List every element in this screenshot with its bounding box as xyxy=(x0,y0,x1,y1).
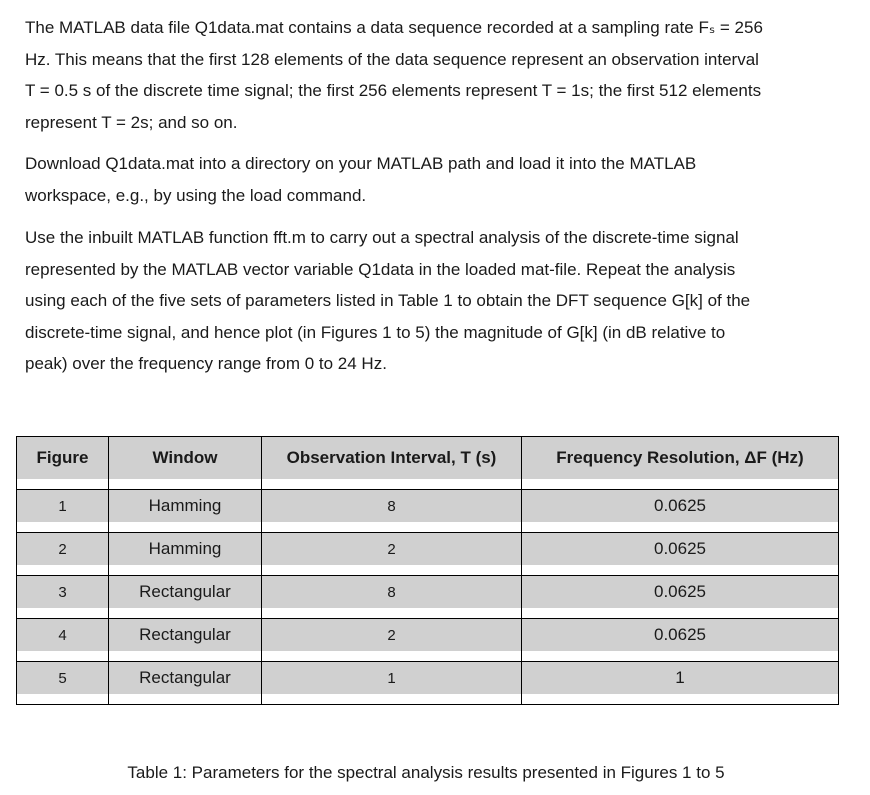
text-line: Use the inbuilt MATLAB function fft.m to carry out a spectral analysis of the discrete-time signal xyxy=(25,228,739,247)
cell-window: Rectangular xyxy=(109,619,262,652)
cell-figure: 2 xyxy=(17,533,109,566)
cell-frequency-resolution: 1 xyxy=(522,662,839,695)
cell-observation-interval: 2 xyxy=(262,619,522,652)
text-line: Download Q1data.mat into a directory on your MATLAB path and load it into the MATLAB xyxy=(25,154,697,173)
cell-observation-interval: 1 xyxy=(262,662,522,695)
table-caption: Table 1: Parameters for the spectral analysis results presented in Figures 1 to 5 xyxy=(127,763,725,782)
intro-paragraph xyxy=(25,12,840,138)
text-line: represent T = 2s; and so on. xyxy=(25,112,238,132)
row-spacer xyxy=(17,479,839,490)
table-header-row xyxy=(17,437,839,480)
cell-observation-interval: 8 xyxy=(262,576,522,609)
row-spacer xyxy=(17,608,839,619)
cell-window: Hamming xyxy=(109,490,262,523)
cell-observation-interval: 8 xyxy=(262,490,522,523)
table-row xyxy=(17,619,839,652)
row-spacer xyxy=(17,651,839,662)
cell-figure: 3 xyxy=(17,576,109,609)
instructions-paragraph xyxy=(25,222,840,380)
download-paragraph xyxy=(25,148,840,211)
table-row xyxy=(17,576,839,609)
text-line: The MATLAB data file Q1data.mat contains a data sequence recorded at a sampling rate Fₛ = 256 xyxy=(25,18,763,37)
cell-figure: 4 xyxy=(17,619,109,652)
header-window: Window xyxy=(109,437,262,480)
cell-frequency-resolution: 0.0625 xyxy=(522,619,839,652)
text-line: workspace, e.g., by using the load command. xyxy=(25,185,367,205)
header-figure: Figure xyxy=(17,437,109,480)
parameters-table xyxy=(16,436,839,705)
cell-figure: 1 xyxy=(17,490,109,523)
row-spacer xyxy=(17,522,839,533)
table-row xyxy=(17,490,839,523)
cell-window: Hamming xyxy=(109,533,262,566)
cell-observation-interval: 2 xyxy=(262,533,522,566)
text-line: T = 0.5 s of the discrete time signal; the first 256 elements represent T = 1s; the first 512 elements xyxy=(25,81,762,100)
header-observation-interval: Observation Interval, T (s) xyxy=(262,437,522,480)
cell-frequency-resolution: 0.0625 xyxy=(522,490,839,523)
row-spacer xyxy=(17,565,839,576)
text-line: represented by the MATLAB vector variable Q1data in the loaded mat-file. Repeat the analysis xyxy=(25,259,736,279)
text-line: using each of the five sets of parameters listed in Table 1 to obtain the DFT sequence G[k] of the xyxy=(25,291,751,310)
table-row xyxy=(17,533,839,566)
header-frequency-resolution: Frequency Resolution, ΔF (Hz) xyxy=(522,437,839,480)
text-line: Hz. This means that the first 128 elements of the data sequence represent an observation interval xyxy=(25,49,759,69)
text-line: peak) over the frequency range from 0 to 24 Hz. xyxy=(25,354,387,373)
cell-window: Rectangular xyxy=(109,662,262,695)
cell-frequency-resolution: 0.0625 xyxy=(522,576,839,609)
cell-figure: 5 xyxy=(17,662,109,695)
table-row xyxy=(17,662,839,695)
text-line: discrete-time signal, and hence plot (in Figures 1 to 5) the magnitude of G[k] (in dB relative to xyxy=(25,322,726,342)
cell-frequency-resolution: 0.0625 xyxy=(522,533,839,566)
cell-window: Rectangular xyxy=(109,576,262,609)
row-spacer xyxy=(17,694,839,705)
